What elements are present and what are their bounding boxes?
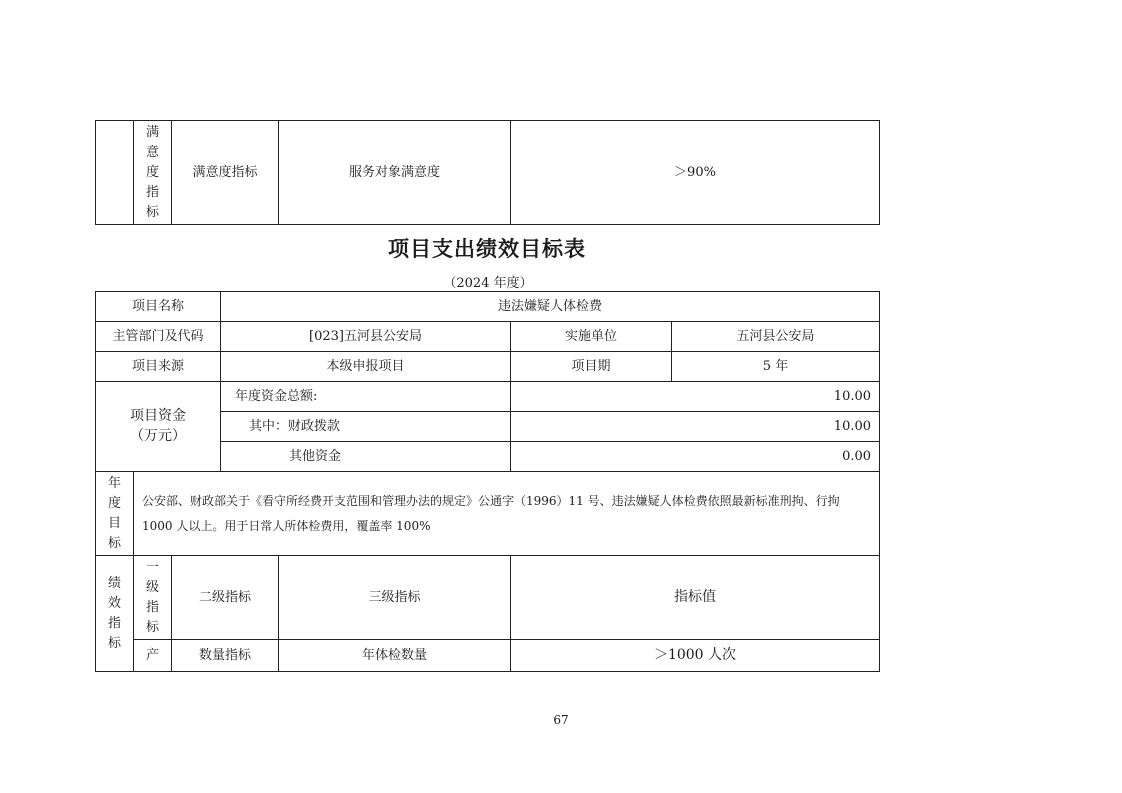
impl-label: 实施单位 <box>511 322 672 352</box>
satisfaction-vertical-label: 满 意 度 指 标 <box>134 121 172 225</box>
project-name-value: 违法嫌疑人体检费 <box>221 292 880 322</box>
service-satisfaction: 服务对象满意度 <box>279 121 511 225</box>
annual-goal-text: 公安部、财政部关于《看守所经费开支范围和管理办法的规定》公通字（1996）11 号、违法嫌疑人体检费依照最新标准刑拘、行拘 1000 人以上。用于日常人所体检费用，覆盖率 100% <box>134 472 880 556</box>
other-funds-label: 其他资金 <box>221 442 511 472</box>
level1-header: 一 级 指 标 <box>134 556 172 640</box>
project-name-label: 项目名称 <box>96 292 221 322</box>
level3-header: 三级指标 <box>279 556 511 640</box>
fiscal-funds-label: 其中：财政拨款 <box>221 412 511 442</box>
page-number: 67 <box>553 713 569 727</box>
dept-value: [023]五河县公安局 <box>221 322 511 352</box>
impl-value: 五河县公安局 <box>672 322 880 352</box>
dept-label: 主管部门及代码 <box>96 322 221 352</box>
funds-label: 项目资金 （万元） <box>96 382 221 472</box>
level2-header: 二级指标 <box>172 556 279 640</box>
source-value: 本级申报项目 <box>221 352 511 382</box>
total-funds-label: 年度资金总额: <box>221 382 511 412</box>
page-title: 项目支出绩效目标表 <box>388 237 586 261</box>
annual-exam-count: 年体检数量 <box>279 640 511 672</box>
page-subtitle: （2024 年度） <box>443 276 533 291</box>
period-value: 5 年 <box>672 352 880 382</box>
fiscal-funds-value: 10.00 <box>511 412 880 442</box>
indicator-value-header: 指标值 <box>511 556 880 640</box>
total-funds-value: 10.00 <box>511 382 880 412</box>
other-funds-value: 0.00 <box>511 442 880 472</box>
satisfaction-table <box>95 120 880 225</box>
empty-cell <box>96 121 134 225</box>
output-label: 产 <box>134 640 172 672</box>
period-label: 项目期 <box>511 352 672 382</box>
quantity-indicator: 数量指标 <box>172 640 279 672</box>
satisfaction-value: ＞90% <box>511 121 880 225</box>
exam-count-value: ＞1000 人次 <box>511 640 880 672</box>
performance-indicator-label: 绩 效 指 标 <box>96 556 134 672</box>
performance-goal-table <box>95 291 880 672</box>
satisfaction-indicator: 满意度指标 <box>172 121 279 225</box>
annual-goal-label: 年 度 目 标 <box>96 472 134 556</box>
source-label: 项目来源 <box>96 352 221 382</box>
